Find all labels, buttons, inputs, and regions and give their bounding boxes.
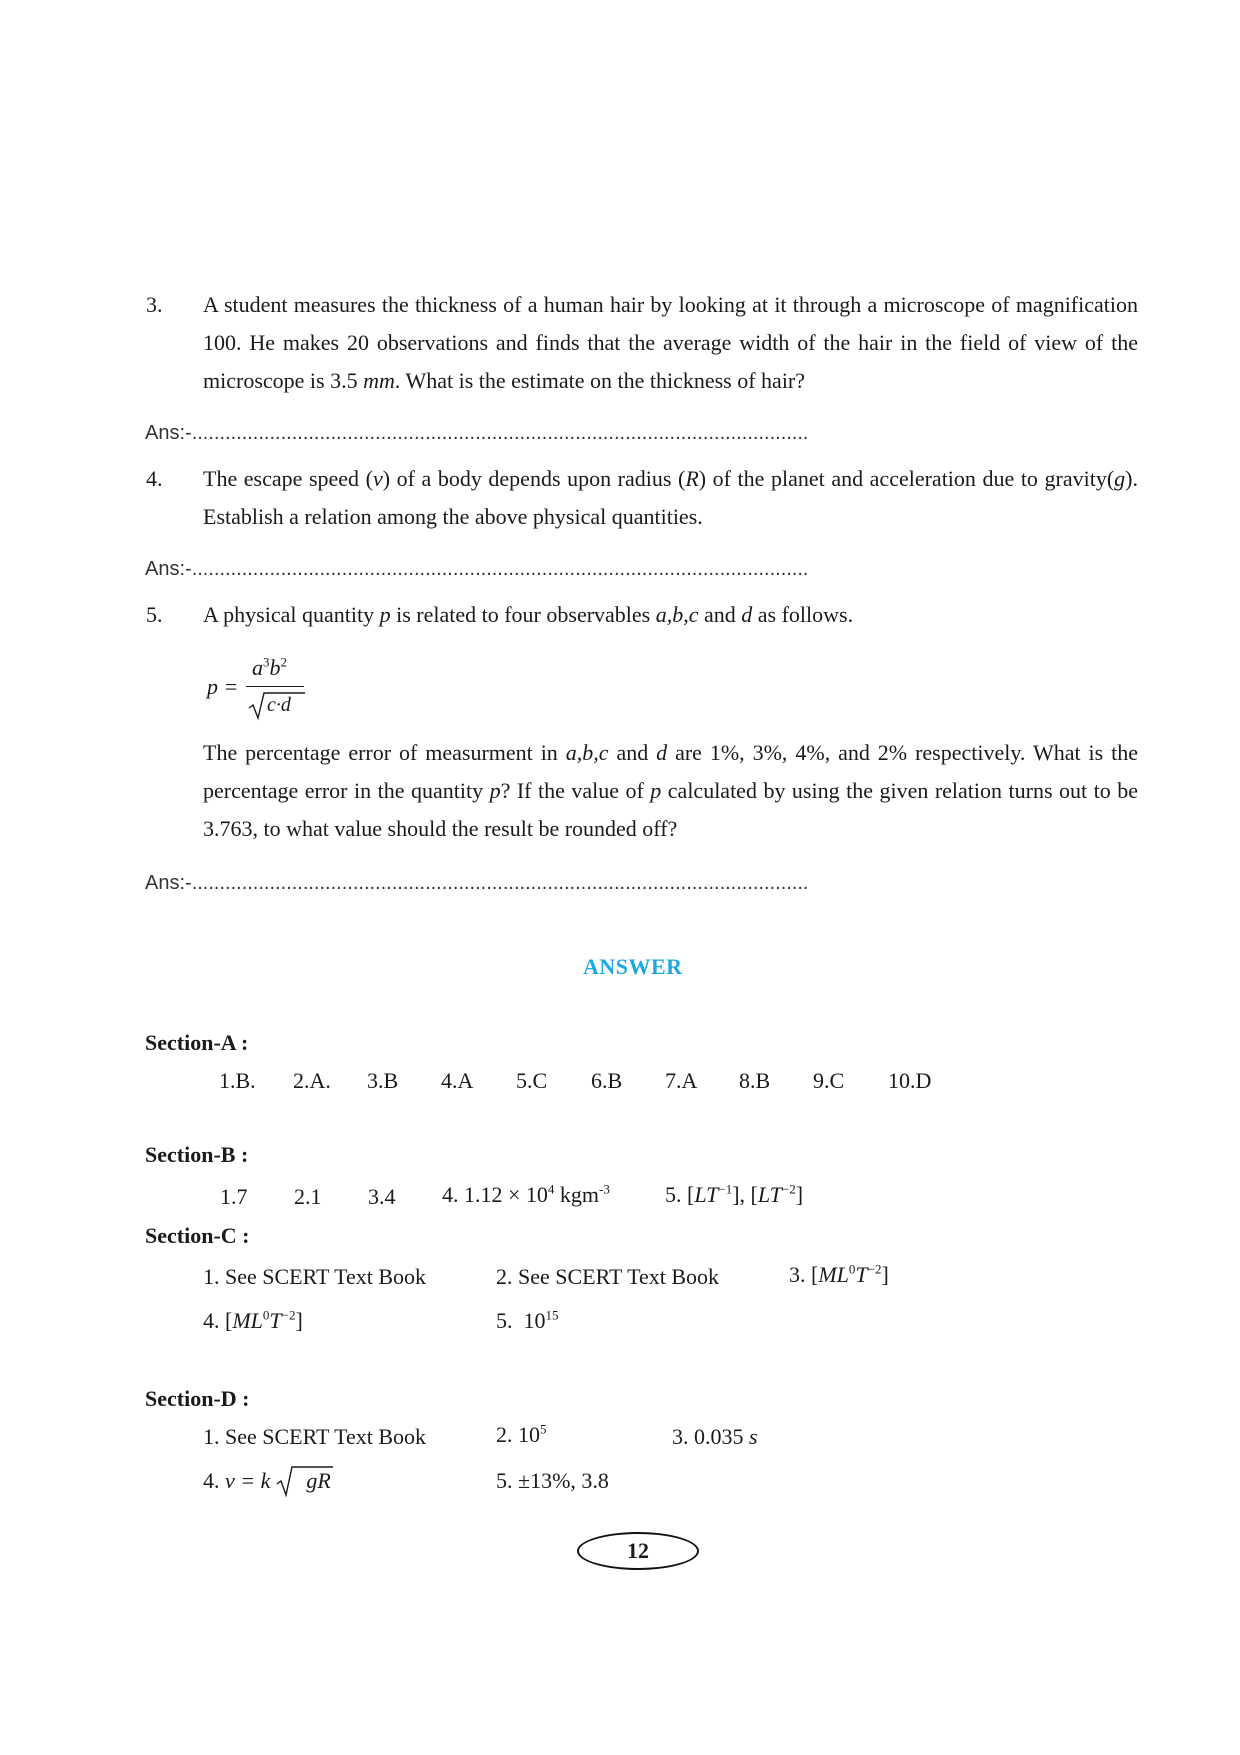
section-b-answer-2: 2.1	[294, 1184, 322, 1209]
section-a-answer-10: 10.D	[888, 1068, 932, 1093]
question-5-text: A physical quantity p is related to four observables a,b,c and d as follows.	[203, 602, 854, 627]
page-number: 12	[627, 1538, 649, 1563]
section-a-answer-4: 4.A	[441, 1068, 474, 1093]
section-b-answer-1: 1.7	[220, 1184, 248, 1209]
section-a-answer-6: 6.B	[591, 1068, 623, 1093]
question-3-text: A student measures the thickness of a human hair by looking at it through a microscope of magnification 100. He makes 20 observations and finds that the average width of the hair in the field of view of the microscope is 3.5 mm. What is the estimate on the thickness of hair?	[203, 292, 1138, 393]
question-5-text-continued: The percentage error of measurment in a,b,c and d are 1%, 3%, 4%, and 2% respectively. What is the percentage error in the quantity p? If the value of p calculated by using the given relation turns out to be 3.763, to what value should the result be rounded off?	[203, 740, 1139, 841]
section-a-answer-2: 2.A.	[293, 1068, 331, 1093]
sqrt-icon	[275, 1464, 335, 1498]
section-c-answer-3: 3. $[ML^0T^{-2}]$	[789, 1261, 889, 1287]
section-b-title: Section-B :	[145, 1142, 249, 1167]
formula-denominator: c·d	[267, 694, 291, 716]
section-d-answer-3: 3. 0.035 s	[672, 1424, 758, 1449]
question-4-number: 4.	[146, 466, 163, 491]
question-5-number: 5.	[146, 602, 163, 627]
section-a-answer-3: 3.B	[367, 1068, 399, 1093]
formula-fraction-bar	[246, 686, 304, 687]
answer-line-q4[interactable]: Ans:-...............................................................................................................	[145, 558, 809, 580]
section-c-answer-2: 2. See SCERT Text Book	[496, 1264, 720, 1289]
section-b-answer-3: 3.4	[368, 1184, 396, 1209]
formula-numerator: $a^3b^2$	[252, 654, 287, 680]
answer-heading: ANSWER	[583, 954, 683, 979]
question-3-number: 3.	[146, 292, 163, 317]
page-number-badge	[577, 1532, 699, 1570]
section-d-answer-1: 1. See SCERT Text Book	[203, 1424, 427, 1449]
section-b-answer-5: 5. $[LT^{-1}]$, $[LT^{-2}]$	[665, 1181, 804, 1207]
section-d-answer-2: 2. $10^5$	[496, 1421, 547, 1447]
section-c-title: Section-C :	[145, 1223, 250, 1248]
section-c-answer-1: 1. See SCERT Text Book	[203, 1264, 427, 1289]
section-c-answer-4: 4. $[ML^0T^{-2}]$	[203, 1307, 303, 1333]
section-a-answer-7: 7.A	[665, 1068, 698, 1093]
answer-line-q5[interactable]: Ans:-...............................................................................................................	[145, 872, 809, 894]
section-d-answer-5: 5. ±13%, 3.8	[496, 1468, 609, 1493]
section-a-answer-8: 8.B	[739, 1068, 771, 1093]
section-c-answer-5: 5. $10^{15}$	[496, 1307, 559, 1333]
section-a-title: Section-A :	[145, 1030, 249, 1055]
section-a-answer-5: 5.C	[516, 1068, 548, 1093]
section-a-answer-1: 1.B.	[219, 1068, 256, 1093]
formula-lhs: p =	[207, 674, 239, 699]
question-4-text: The escape speed (v) of a body depends upon radius (R) of the planet and acceleration due to gravity(g). Establish a relation among the above physical quantities.	[203, 466, 1138, 529]
section-d-answer-4: 4. v = k gR	[203, 1468, 331, 1493]
answer-line-q3[interactable]: Ans:-...............................................................................................................	[145, 422, 809, 444]
section-a-answer-9: 9.C	[813, 1068, 845, 1093]
section-d-title: Section-D :	[145, 1386, 250, 1411]
section-b-answer-4: 4. $1.12 \times 10^4$ kgm$^{-3}$	[442, 1181, 610, 1207]
